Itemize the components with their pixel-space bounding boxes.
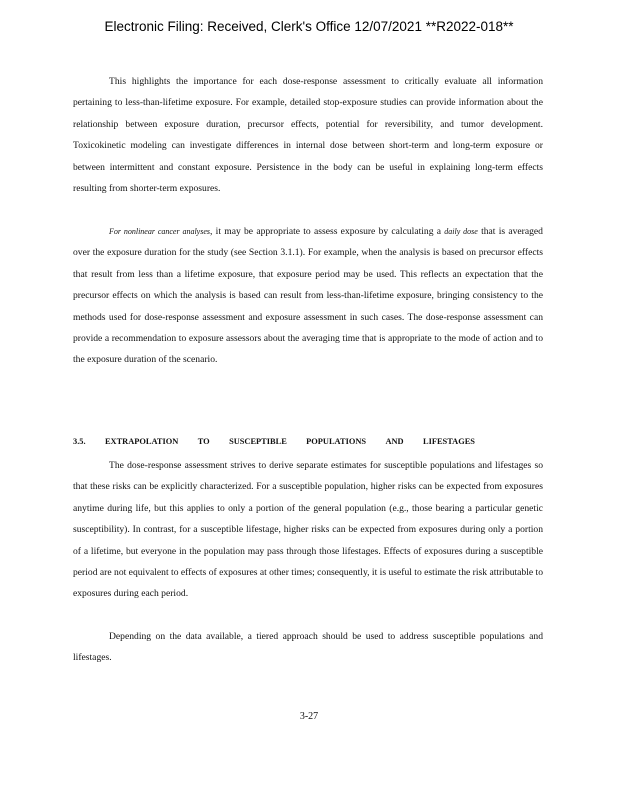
paragraph-text: This highlights the importance for each dose-response assessment to critically evaluate all information pertaining to less-than-lifetime exposure. For example, detailed stop-exposure studies can provide information about the relationship between exposure duration, precursor effects, potential for reversibility, and tumor development. Toxicokinetic modeling can investigate differences in internal dose between short-term and long-term exposure or between intermittent and constant exposure. Persistence in the body can be useful in explaining long-term effects resulting from shorter-term exposures.	[73, 76, 543, 195]
italic-lead: For nonlinear cancer analyses	[109, 227, 210, 236]
section-number: 3.5.	[73, 437, 86, 446]
page-number: 3-27	[299, 711, 319, 722]
heading-word: POPULATIONS	[306, 437, 367, 446]
heading-word: SUSCEPTIBLE	[229, 437, 287, 446]
section-heading	[73, 437, 475, 446]
paragraph-text	[73, 221, 543, 371]
text-run: , it may be appropriate to assess exposure by calculating a	[210, 226, 445, 237]
paragraph-text: Depending on the data available, a tiered approach should be used to address susceptible populations and lifestages.	[73, 631, 543, 664]
italic-term: daily dose	[444, 227, 478, 236]
heading-word: EXTRAPOLATION	[104, 437, 179, 446]
paragraph-tiered-approach	[73, 626, 543, 669]
paragraph-nonlinear-cancer	[73, 221, 543, 371]
paragraph-susceptible-estimates	[73, 455, 543, 605]
heading-word: AND	[385, 437, 404, 446]
heading-word: LIFESTAGES	[422, 437, 475, 446]
paragraph-text: The dose-response assessment strives to derive separate estimates for susceptible populations and lifestages so that these risks can be explicitly characterized. For a susceptible population, higher risks can be expected from exposures anytime during life, but this applies to only a portion of the general population (e.g., those bearing a particular genetic susceptibility). In contrast, for a susceptible lifestage, higher risks can be expected from exposures during only a portion of a lifetime, but everyone in the population may pass through those lifestages. Effects of exposures during a susceptible period are not equivalent to effects of exposures at other times; consequently, it is useful to estimate the risk attributable to exposures during each period.	[73, 460, 543, 600]
heading-word: TO	[197, 437, 210, 446]
text-run: that is averaged over the exposure duration for the study (see Section 3.1.1). For example, when the analysis is based on precursor effects that result from less than a lifetime exposure, that exposure period may be used. This reflects an expectation that the precursor effects on which the analysis is based can result from less-than-lifetime exposure, bringing consistency to the methods used for dose-response assessment and exposure assessment in such cases. The dose-response assessment can provide a recommendation to exposure assessors about the averaging time that is appropriate to the mode of action and to the exposure duration of the scenario.	[73, 226, 543, 366]
filing-header: Electronic Filing: Received, Clerk's Office 12/07/2021 **R2022-018**	[104, 19, 514, 34]
paragraph-less-than-lifetime	[73, 71, 543, 199]
